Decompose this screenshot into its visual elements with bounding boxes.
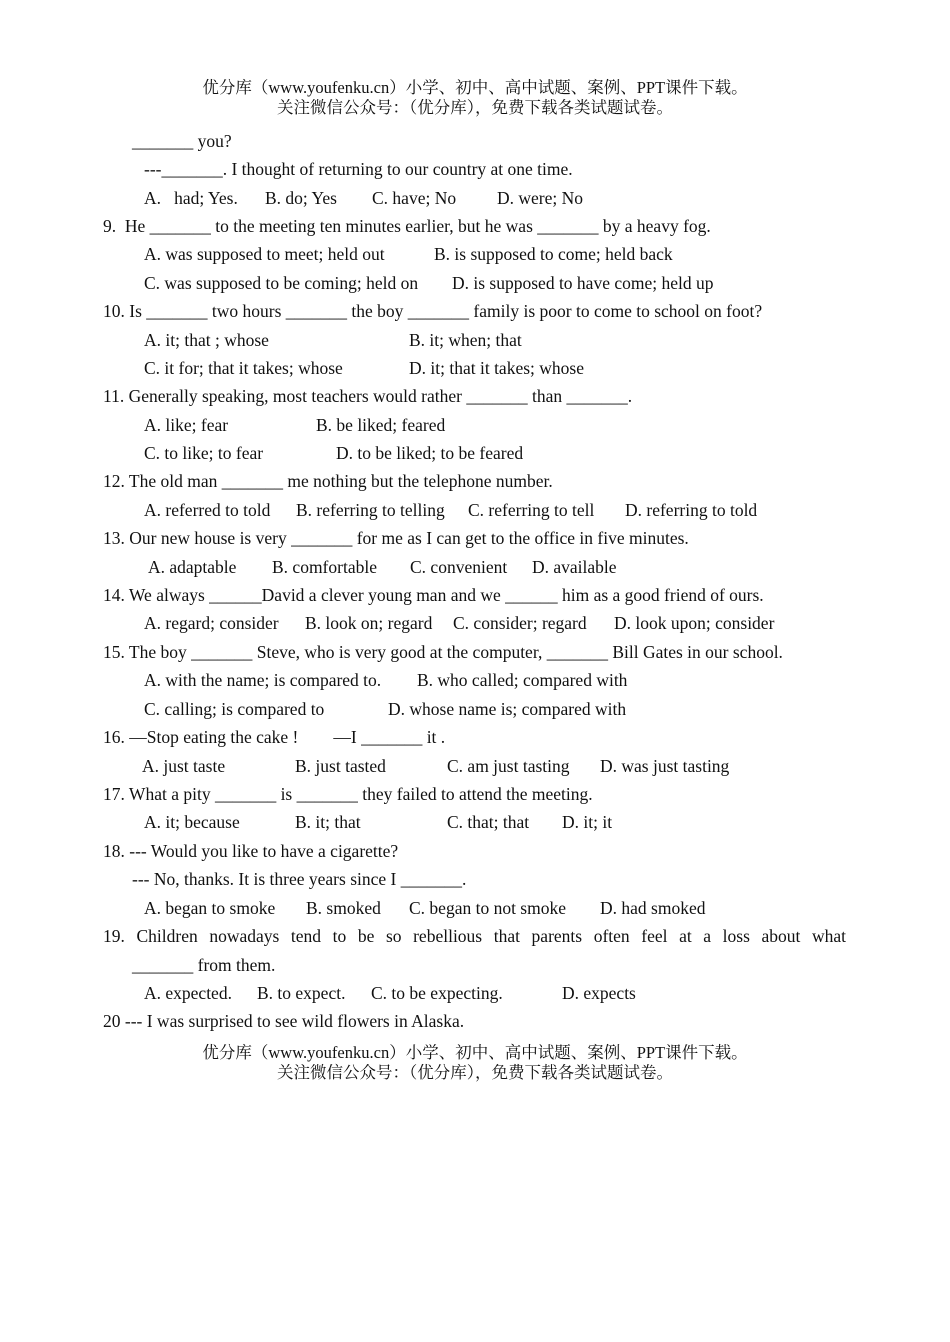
q16-option-b: B. just tasted: [295, 756, 386, 776]
q8-option-d: D. were; No: [497, 188, 584, 208]
q8-option-b: B. do; Yes: [265, 188, 337, 208]
q11-stem: 11. Generally speaking, most teachers would rather _______ than _______.: [103, 386, 633, 406]
q8-continuation-1: _______ you?: [132, 131, 232, 151]
q10-option-a: A. it; that ; whose: [144, 330, 269, 350]
q13-option-a: A. adaptable: [148, 557, 237, 577]
q11-option-d: D. to be liked; to be feared: [336, 443, 524, 463]
q17-option-a: A. it; because: [144, 812, 240, 832]
q11-option-c: C. to like; to fear: [144, 443, 264, 463]
header-line-2: 关注微信公众号：（优分库），免费下载各类试题试卷。: [277, 98, 673, 117]
q9-option-b: B. is supposed to come; held back: [434, 244, 673, 264]
q19-continuation: _______ from them.: [132, 955, 276, 975]
q12-option-a: A. referred to told: [144, 500, 271, 520]
q15-option-a: A. with the name; is compared to.: [144, 670, 382, 690]
header-line-1: 优分库（www.youfenku.cn）小学、初中、高中试题、案例、PPT课件下载。: [202, 78, 748, 97]
q8-option-a: A. had; Yes.: [144, 188, 238, 208]
q15-option-c: C. calling; is compared to: [144, 699, 325, 719]
q17-option-b: B. it; that: [295, 812, 361, 832]
q19-option-c: C. to be expecting.: [371, 983, 503, 1003]
q14-option-c: C. consider; regard: [453, 613, 587, 633]
q15-option-d: D. whose name is; compared with: [388, 699, 627, 719]
q10-option-d: D. it; that it takes; whose: [409, 358, 584, 378]
q9-stem: 9. He _______ to the meeting ten minutes earlier, but he was _______ by a heavy fog.: [103, 216, 711, 236]
q10-option-b: B. it; when; that: [409, 330, 522, 350]
q16-option-c: C. am just tasting: [447, 756, 570, 776]
q18-option-a: A. began to smoke: [144, 898, 276, 918]
q13-stem: 13. Our new house is very _______ for me as I can get to the office in five minutes.: [103, 528, 689, 548]
q18-stem: 18. --- Would you like to have a cigarette?: [103, 841, 399, 861]
q14-option-b: B. look on; regard: [305, 613, 433, 633]
q12-option-c: C. referring to tell: [468, 500, 595, 520]
footer-line-2: 关注微信公众号：（优分库），免费下载各类试题试卷。: [277, 1063, 673, 1082]
q19-option-a: A. expected.: [144, 983, 232, 1003]
q12-stem: 12. The old man _______ me nothing but the telephone number.: [103, 471, 553, 491]
footer-line-1: 优分库（www.youfenku.cn）小学、初中、高中试题、案例、PPT课件下载。: [202, 1043, 748, 1062]
q9-option-a: A. was supposed to meet; held out: [144, 244, 385, 264]
q19-option-d: D. expects: [562, 983, 636, 1003]
q18-option-b: B. smoked: [306, 898, 381, 918]
q10-stem: 10. Is _______ two hours _______ the boy _______ family is poor to come to school on foot?: [103, 301, 763, 321]
q14-option-d: D. look upon; consider: [614, 613, 775, 633]
q16-stem: 16. —Stop eating the cake ! —I _______ it .: [103, 727, 446, 747]
q19-stem: 19. Children nowadays tend to be so rebellious that parents often feel at a loss about what: [103, 926, 846, 946]
q11-option-a: A. like; fear: [144, 415, 229, 435]
q18-option-d: D. had smoked: [600, 898, 706, 918]
q9-option-c: C. was supposed to be coming; held on: [144, 273, 419, 293]
q8-option-c: C. have; No: [372, 188, 457, 208]
q16-option-d: D. was just tasting: [600, 756, 730, 776]
q13-option-c: C. convenient: [410, 557, 508, 577]
q13-option-b: B. comfortable: [272, 557, 377, 577]
q15-option-b: B. who called; compared with: [417, 670, 628, 690]
q15-stem: 15. The boy _______ Steve, who is very good at the computer, _______ Bill Gates in our school.: [103, 642, 783, 662]
q11-option-b: B. be liked; feared: [316, 415, 446, 435]
q17-stem: 17. What a pity _______ is _______ they failed to attend the meeting.: [103, 784, 593, 804]
q13-option-d: D. available: [532, 557, 617, 577]
q8-continuation-2: ---_______. I thought of returning to our country at one time.: [144, 159, 573, 179]
q12-option-d: D. referring to told: [625, 500, 758, 520]
q18-continuation: --- No, thanks. It is three years since I _______.: [132, 869, 467, 889]
q18-option-c: C. began to not smoke: [409, 898, 566, 918]
q16-option-a: A. just taste: [142, 756, 226, 776]
q14-stem: 14. We always ______David a clever young man and we ______ him as a good friend of ours.: [103, 585, 764, 605]
q17-option-d: D. it; it: [562, 812, 613, 832]
q14-option-a: A. regard; consider: [144, 613, 279, 633]
q19-option-b: B. to expect.: [257, 983, 346, 1003]
q10-option-c: C. it for; that it takes; whose: [144, 358, 343, 378]
q20-stem: 20 --- I was surprised to see wild flowers in Alaska.: [103, 1011, 465, 1031]
q12-option-b: B. referring to telling: [296, 500, 445, 520]
q9-option-d: D. is supposed to have come; held up: [452, 273, 714, 293]
q17-option-c: C. that; that: [447, 812, 530, 832]
